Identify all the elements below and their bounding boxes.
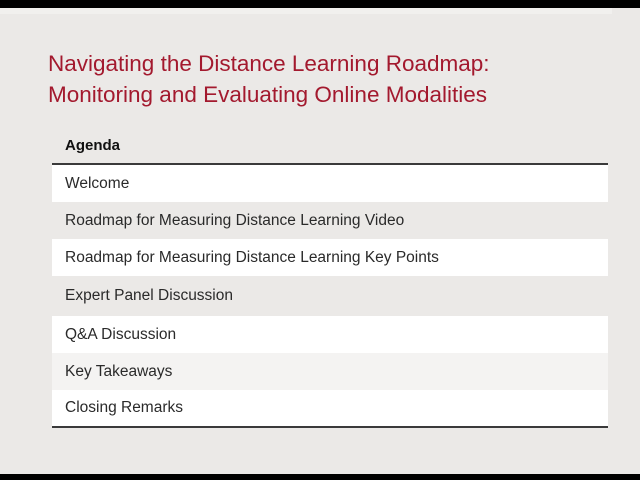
slide-title-line-1: Navigating the Distance Learning Roadmap: — [48, 51, 490, 76]
slide-title-line-2: Monitoring and Evaluating Online Modalities — [48, 82, 488, 107]
agenda-item-expert-panel: Expert Panel Discussion — [65, 287, 233, 304]
agenda-item-welcome: Welcome — [52, 165, 608, 202]
slide — [0, 8, 640, 474]
agenda-item-closing-remarks: Closing Remarks — [52, 390, 608, 428]
agenda-table — [52, 127, 608, 428]
slide-top-strip — [0, 8, 612, 14]
slide-title — [48, 48, 618, 110]
agenda-item-key-takeaways: Key Takeaways — [52, 353, 608, 390]
agenda-item-qa-discussion: Q&A Discussion — [52, 316, 608, 353]
agenda-header: Agenda — [52, 127, 608, 165]
agenda-item-roadmap-key-points: Roadmap for Measuring Distance Learning Key Points — [52, 239, 608, 276]
agenda-item-roadmap-video: Roadmap for Measuring Distance Learning Video — [65, 211, 405, 229]
